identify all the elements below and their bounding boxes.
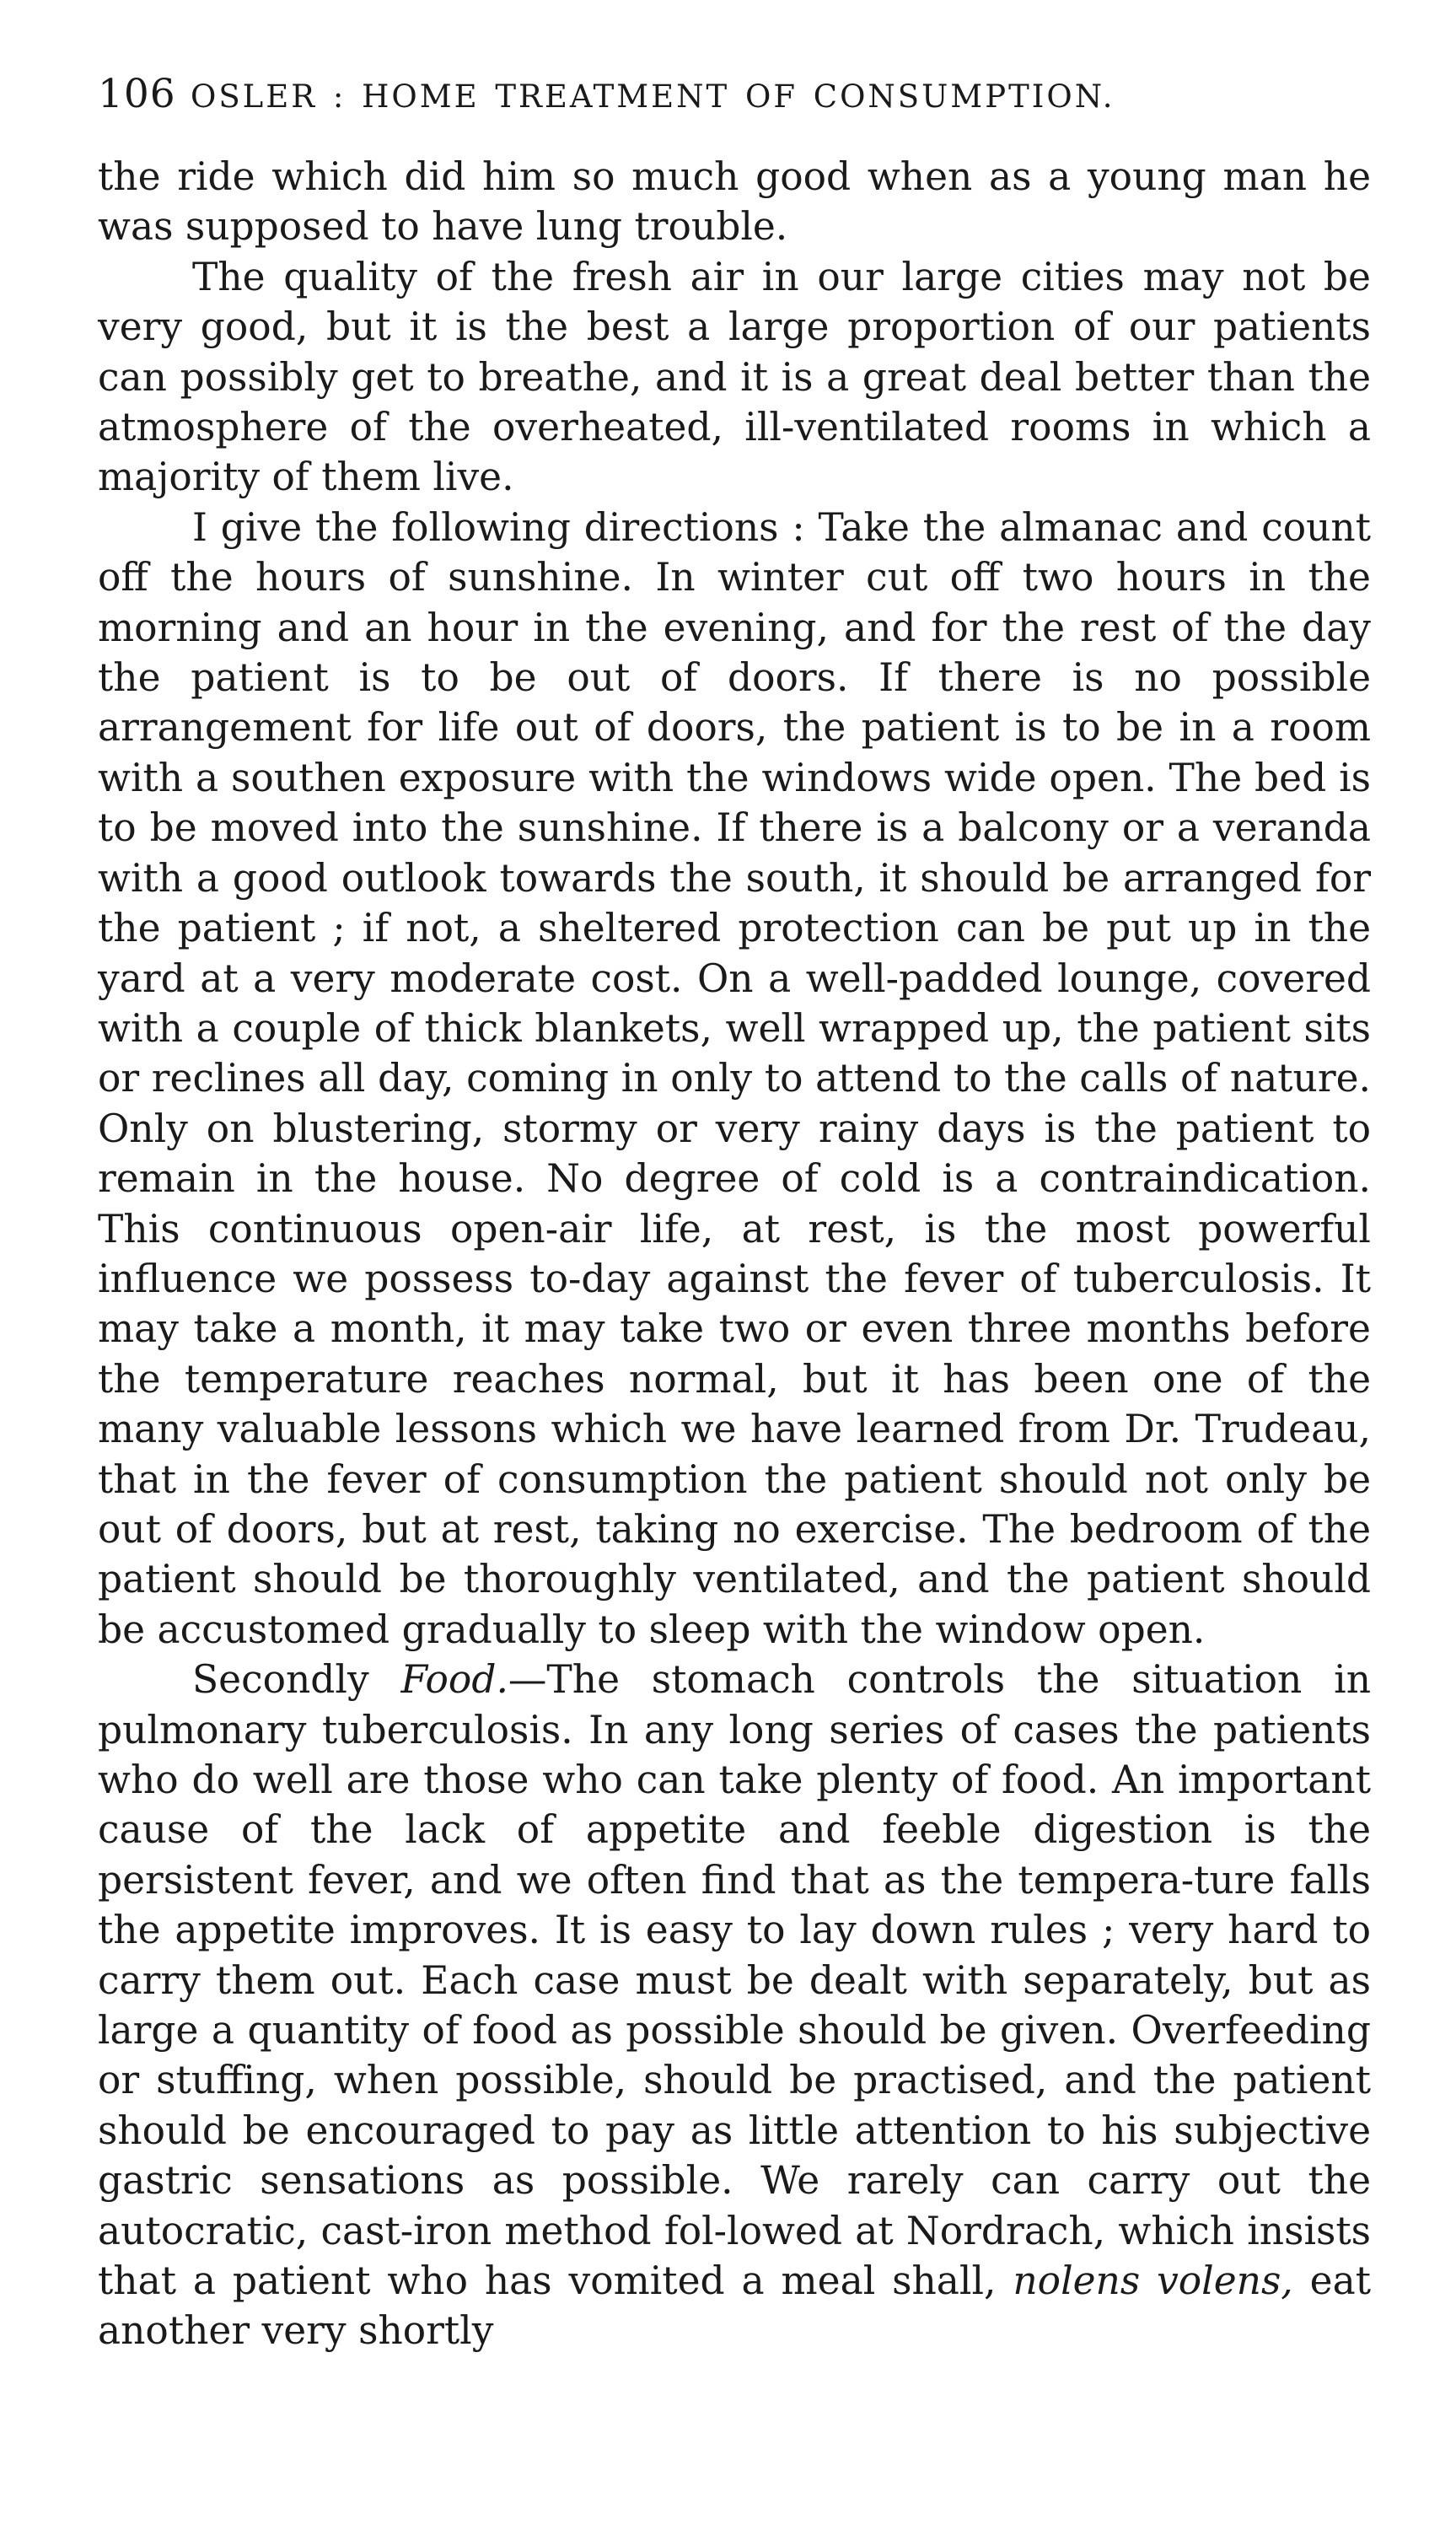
paragraph-text: —The stomach controls the situation in pulmonary tuberculosis. In any long series of cases the patients who do well are those who can take plenty of food. An important cause of the lack of appetite and feeble digestion is the persistent fever, and we often find that as the tempera-ture falls the appetite improves. It is easy to lay down rules ; very hard to carry them out. Each case must be dealt with separately, but as large a quantity of food as possible should be given. Overfeeding or stuffing, when possible, should be practised, and the patient should be encouraged to pay as little attention to his subjective gastric sensations as possible. We rarely can carry out the autocratic, cast-iron method fol-lowed at Nordrach, which insists that a patient who has vomited a meal shall, [98,1657,1371,2304]
paragraph-text: I give the following directions : Take the almanac and count off the hours of sunshine. In winter cut off two hours in the morning and an hour in the evening, and for the rest of the day the patient is to be out of doors. If there is no possible arrangement for life out of doors, the patient is to be in a room with a southen exposure with the windows wide open. The bed is to be moved into the sunshine. If there is a balcony or a veranda with a good outlook towards the south, it should be arranged for the patient ; if not, a sheltered protection can be put up in the yard at a very moderate cost. On a well-padded lounge, covered with a couple of thick blankets, well wrapped up, the patient sits or reclines all day, coming in only to attend to the calls of nature. Only on blustering, stormy or very rainy days is the patient to remain in the house. No degree of cold is a contraindication. This continuous open-air life, at rest, is the most powerful influence we possess to-day against the fever of tuberculosis. It may take a month, it may take two or even three months before the temperature reaches normal, but it has been one of the many valuable lessons which we have learned from Dr. Trudeau, that in the fever of consumption the patient should not only be out of doors, but at rest, taking no exercise. The bedroom of the patient should be thoroughly ventilated, and the patient should be accustomed gradually to sleep with the window open. [98,504,1371,1652]
page-number: 106 [98,71,176,117]
paragraph-fresh-air [98,252,1371,503]
running-head [98,71,1371,142]
paragraph-food [98,1655,1371,2356]
paragraph-text: The quality of the fresh air in our large cities may not be very good, but it is the best a large proportion of our patients can possibly get to breathe, and it is a great deal better than the atmosphere of the overheated, ill-ventilated rooms in which a majority of them live. [98,254,1371,500]
body-text [98,152,1371,2356]
italic-term-food: Food. [400,1657,508,1703]
paragraph-lead: Secondly [192,1657,369,1703]
running-title: OSLER : HOME TREATMENT OF CONSUMPTION. [191,78,1115,115]
paragraph-continuation [98,152,1371,252]
paragraph-directions [98,503,1371,1655]
book-page [98,71,1371,2356]
paragraph-text: the ride which did him so much good when as a young man he was supposed to have lung trouble. [98,154,1371,250]
paragraph-tail: eat another very shortly [98,2258,1371,2354]
italic-phrase-nolens-volens: nolens volens, [1013,2258,1293,2304]
